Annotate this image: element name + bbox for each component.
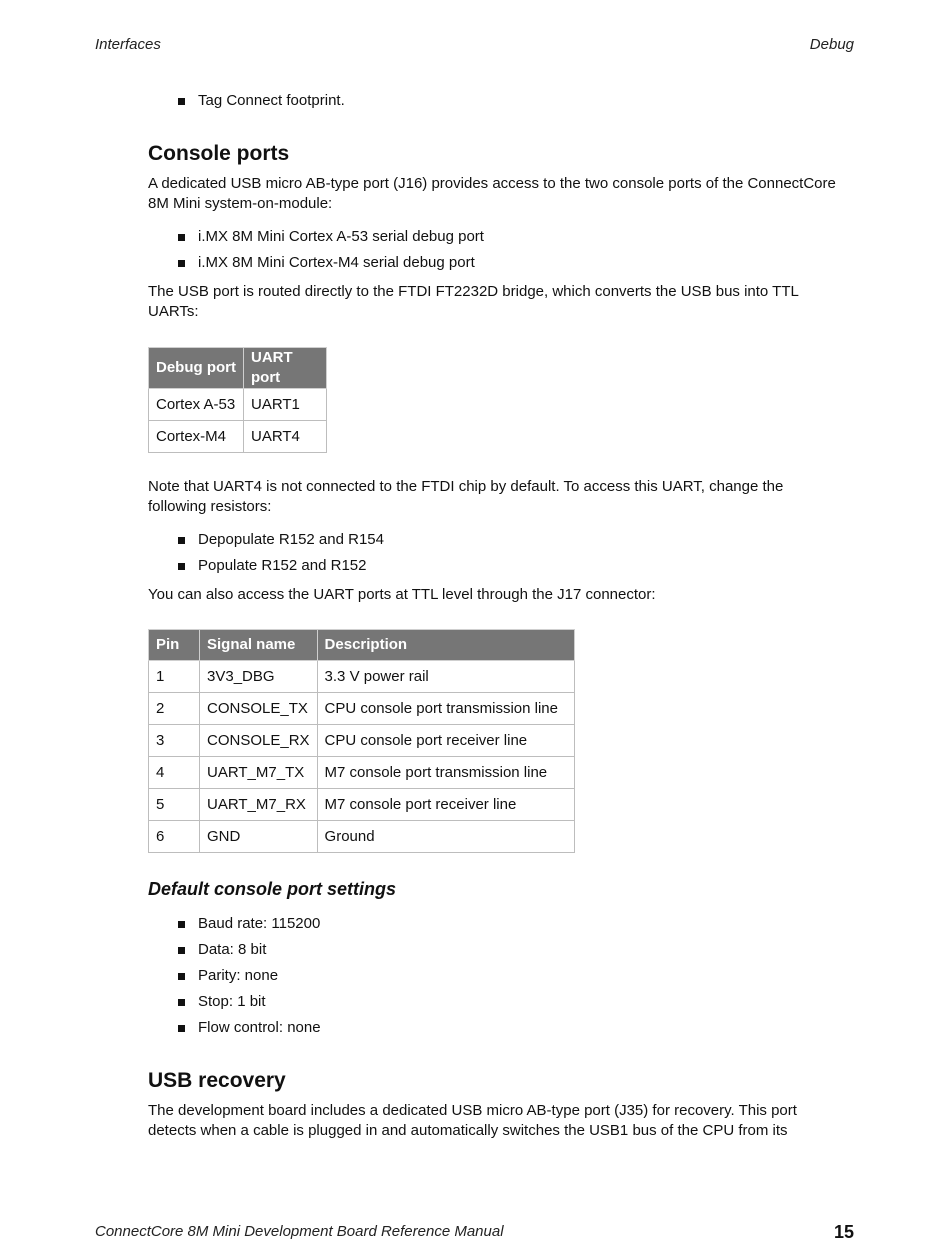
table-row xyxy=(149,757,575,789)
table-cell: UART1 xyxy=(244,389,327,421)
table-cell: CONSOLE_TX xyxy=(200,693,318,725)
table-cell: UART4 xyxy=(244,421,327,453)
table-cell: 6 xyxy=(149,821,200,853)
table-cell: 1 xyxy=(149,661,200,693)
list-item: Parity: none xyxy=(148,963,838,989)
table-cell: Cortex A-53 xyxy=(149,389,244,421)
running-header-section: Interfaces xyxy=(95,36,161,53)
table-cell: 3.3 V power rail xyxy=(317,661,574,693)
resistor-bullet-list xyxy=(148,527,838,579)
table-cell: Cortex-M4 xyxy=(149,421,244,453)
usb-recovery-heading: USB recovery xyxy=(148,1069,286,1092)
table-cell: CPU console port receiver line xyxy=(317,725,574,757)
table-cell: 5 xyxy=(149,789,200,821)
table-cell: 4 xyxy=(149,757,200,789)
default-settings-heading: Default console port settings xyxy=(148,879,397,899)
table-row xyxy=(149,389,327,421)
table-cell: M7 console port transmission line xyxy=(317,757,574,789)
table-row xyxy=(149,821,575,853)
table-header-row xyxy=(149,630,575,661)
table-header-row xyxy=(149,348,327,389)
console-intro-paragraph: A dedicated USB micro AB-type port (J16) provides access to the two console ports of the ConnectCore 8M Mini system-on-module: xyxy=(148,175,836,212)
table-header-cell: Description xyxy=(317,630,574,661)
list-item: i.MX 8M Mini Cortex A-53 serial debug port xyxy=(148,224,838,250)
table-row xyxy=(149,421,327,453)
top-bullet-list xyxy=(148,88,838,114)
table-cell: 3V3_DBG xyxy=(200,661,318,693)
table-header-cell: Debug port xyxy=(149,348,244,389)
table-cell: 2 xyxy=(149,693,200,725)
list-item: Tag Connect footprint. xyxy=(148,88,838,114)
list-item: Depopulate R152 and R154 xyxy=(148,527,838,553)
table-cell: CPU console port transmission line xyxy=(317,693,574,725)
table-cell: 3 xyxy=(149,725,200,757)
table-row xyxy=(149,661,575,693)
table-row xyxy=(149,693,575,725)
ttl-paragraph: You can also access the UART ports at TTL level through the J17 connector: xyxy=(148,586,656,603)
table-row xyxy=(149,725,575,757)
console-bullet-list xyxy=(148,224,838,276)
table-header-cell: Signal name xyxy=(200,630,318,661)
table-row xyxy=(149,789,575,821)
list-item: Populate R152 and R152 xyxy=(148,553,838,579)
uart-table xyxy=(148,347,327,453)
routing-paragraph: The USB port is routed directly to the FTDI FT2232D bridge, which converts the USB bus into TTL UARTs: xyxy=(148,283,799,320)
table-cell: UART_M7_RX xyxy=(200,789,318,821)
table-cell: UART_M7_TX xyxy=(200,757,318,789)
list-item: Baud rate: 115200 xyxy=(148,911,838,937)
note-paragraph: Note that UART4 is not connected to the FTDI chip by default. To access this UART, change the following resistors: xyxy=(148,478,784,515)
pin-table xyxy=(148,629,575,853)
table-cell: Ground xyxy=(317,821,574,853)
console-ports-heading: Console ports xyxy=(148,142,290,165)
list-item: Data: 8 bit xyxy=(148,937,838,963)
list-item: Stop: 1 bit xyxy=(148,989,838,1015)
usb-recovery-paragraph: The development board includes a dedicated USB micro AB-type port (J35) for recovery. This port detects when a cable is plugged in and automatically switches the USB1 bus of the CPU from its xyxy=(148,1102,797,1139)
list-item: Flow control: none xyxy=(148,1015,838,1041)
footer-document-title: ConnectCore 8M Mini Development Board Reference Manual xyxy=(95,1223,504,1240)
list-item: i.MX 8M Mini Cortex-M4 serial debug port xyxy=(148,250,838,276)
default-settings-list xyxy=(148,911,838,1041)
table-header-cell: UART port xyxy=(244,348,327,389)
table-header-cell: Pin xyxy=(149,630,200,661)
table-cell: M7 console port receiver line xyxy=(317,789,574,821)
page-number: 15 xyxy=(833,1222,854,1242)
page-content xyxy=(148,88,838,1141)
table-cell: CONSOLE_RX xyxy=(200,725,318,757)
running-header-chapter: Debug xyxy=(809,36,854,53)
table-cell: GND xyxy=(200,821,318,853)
